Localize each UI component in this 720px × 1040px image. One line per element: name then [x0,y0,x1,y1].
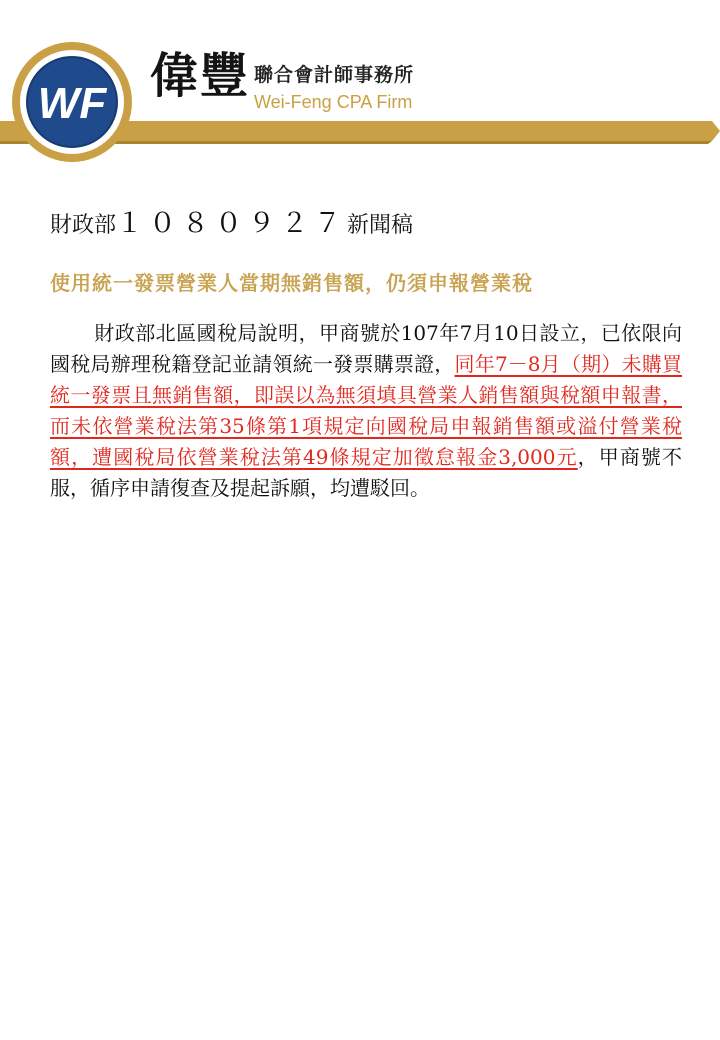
release-suffix: 新聞稿 [347,213,414,238]
brand-subtitle-en: Wei-Feng CPA Firm [254,92,413,112]
press-release-line [50,208,413,242]
brand-name-cn: 偉豐 [150,48,251,104]
news-title: 使用統一發票營業人當期無銷售額，仍須申報營業稅 [50,271,533,295]
brand-subtitle-cn: 聯合會計師事務所 [254,64,415,86]
release-prefix: 財政部 [50,213,117,238]
release-date: １０８０９２７ [116,208,348,239]
logo-text: WF [37,79,107,128]
body-paragraph [50,318,682,504]
body-intro: 財政部北區國稅局說明，甲商號於107年7月10日設立，已依限向國稅局辦理稅籍登記並請領統一發票購票證， [50,321,682,376]
body-highlight: 同年7－8月（期）未購買統一發票且無銷售額，即誤以為無須填具營業人銷售額與稅額申報書，而未依營業稅法第35條第1項規定向國稅局申報銷售額或溢付營業稅額，遭國稅局依營業稅法第49條規定加徵怠報金3,000元 [50,352,682,469]
firm-header [0,0,720,190]
body-outro: ，甲商號不服，循序申請復查及提起訴願，均遭駁回。 [50,445,682,500]
